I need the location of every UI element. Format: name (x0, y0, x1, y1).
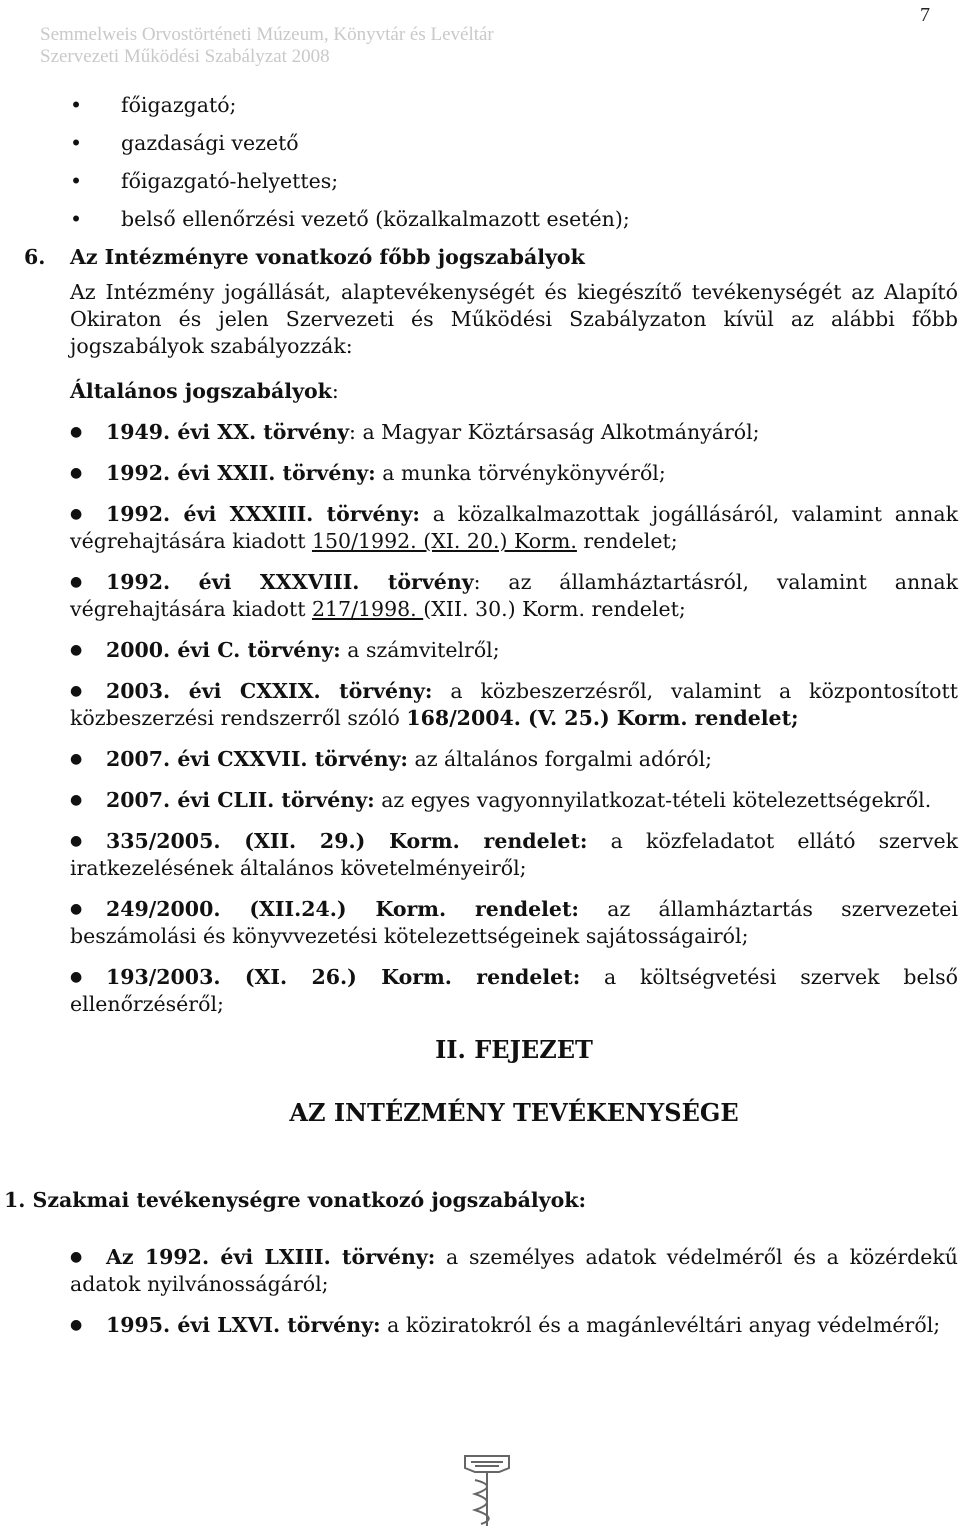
professional-law-list (70, 1244, 958, 1339)
law-u: 150/1992. (XI. 20.) Korm. (311, 529, 577, 553)
law-bold2: 168/2004. (V. 25.) Korm. rendelet; (406, 706, 799, 730)
law-text: az egyes vagyonnyilatkozat-tételi kötelezettségekről. (374, 788, 932, 812)
law-item (70, 896, 958, 950)
law-text: a személyes adatok védelméről és a közérdekű adatok nyilvánosságáról; (70, 1245, 958, 1296)
section-number: 6. (24, 245, 46, 269)
law-bold: 2007. évi CLII. törvény: (106, 788, 375, 812)
law-bold: 1992. évi XXXVIII. törvény (106, 570, 474, 594)
law-text: az államháztartás szervezetei beszámolási és könyvvezetési kötelezettségeinek sajátosságairól; (70, 897, 958, 948)
law-item (70, 637, 958, 664)
chapter-subtitle: AZ INTÉZMÉNY TEVÉKENYSÉGE (289, 1098, 739, 1127)
law-bold: 1992. évi XXXIII. törvény: (106, 502, 420, 526)
law-tail: rendelet; (576, 529, 678, 553)
law-item (70, 964, 958, 1018)
law-tail: (XII. 30.) Korm. rendelet; (423, 597, 686, 621)
law-text: a költségvetési szervek belső ellenőrzéséről; (70, 965, 958, 1016)
list-item: • belső ellenőrzési vezető (közalkalmazott esetén); (70, 206, 958, 233)
law-text: a köziratokról és a magánlevéltári anyag védelméről; (380, 1313, 941, 1337)
law-bold: 1992. évi XXII. törvény: (106, 461, 376, 485)
section-heading (24, 244, 958, 271)
law-item (70, 828, 958, 882)
list-item: • gazdasági vezető (70, 130, 958, 157)
law-bold: 2000. évi C. törvény: (106, 638, 341, 662)
law-text: : a Magyar Köztársaság Alkotmányáról; (349, 420, 760, 444)
intro-paragraph: Az Intézmény jogállását, alaptevékenységét és kiegészítő tevékenységét az Alapító Okiraton és jelen Szervezeti és Működési Szabályzaton kívül az alábbi főbb jogszabályok szabályozzák: (70, 280, 958, 358)
law-bold: 193/2003. (XI. 26.) Korm. rendelet: (106, 965, 581, 989)
main-content (24, 92, 959, 1127)
law-text: a munka törvénykönyvéről; (375, 461, 666, 485)
law-bold: 335/2005. (XII. 29.) Korm. rendelet: (106, 829, 588, 853)
section-title: Az Intézményre vonatkozó főbb jogszabályok (70, 245, 585, 269)
museum-emblem-icon (455, 1450, 519, 1530)
document-header (40, 24, 494, 68)
list-item: • főigazgató; (70, 92, 958, 119)
law-item (70, 746, 958, 773)
law-bold: 1949. évi XX. törvény (106, 420, 350, 444)
general-law-list (70, 419, 958, 1018)
professional-laws-heading: 1. Szakmai tevékenységre vonatkozó jogszabályok: (4, 1188, 587, 1212)
law-bold: 2003. évi CXXIX. törvény: (106, 679, 433, 703)
law-text: a közbeszerzésről, valamint a központosított közbeszerzési rendszerről szóló (70, 679, 958, 730)
law-item (70, 501, 958, 555)
leader-list (70, 92, 958, 233)
law-bold: 249/2000. (XII.24.) Korm. rendelet: (106, 897, 579, 921)
law-item (70, 569, 958, 623)
page-number: 7 (920, 4, 930, 26)
chapter-title: II. FEJEZET (435, 1035, 593, 1064)
law-text: a közalkalmazottak jogállásáról, valamint annak végrehajtására kiadott (70, 502, 958, 553)
law-bold: Az 1992. évi LXIII. törvény: (106, 1245, 436, 1269)
law-item (70, 1244, 958, 1298)
law-bold: 2007. évi CXXVII. törvény: (106, 747, 408, 771)
general-laws-heading (70, 378, 958, 405)
header-institution: Semmelweis Orvostörténeti Múzeum, Könyvtár és Levéltár (40, 24, 494, 45)
header-document-title: Szervezeti Működési Szabályzat 2008 (40, 46, 330, 67)
law-text: a számvitelről; (340, 638, 500, 662)
list-item: • főigazgató-helyettes; (70, 168, 958, 195)
law-text: : az államháztartásról, valamint annak végrehajtására kiadott (70, 570, 958, 621)
law-text: az általános forgalmi adóról; (407, 747, 713, 771)
law-bold: 1995. évi LXVI. törvény: (106, 1313, 381, 1337)
law-u: 217/1998. (311, 597, 424, 621)
general-laws-colon: : (331, 379, 339, 403)
law-item (70, 1312, 958, 1339)
law-item (70, 678, 958, 732)
law-item (70, 419, 958, 446)
law-item (70, 787, 958, 814)
law-item (70, 460, 958, 487)
law-text: a közfeladatot ellátó szervek iratkezelésének általános követelményeiről; (70, 829, 959, 880)
general-laws-label: Általános jogszabályok (70, 379, 332, 403)
